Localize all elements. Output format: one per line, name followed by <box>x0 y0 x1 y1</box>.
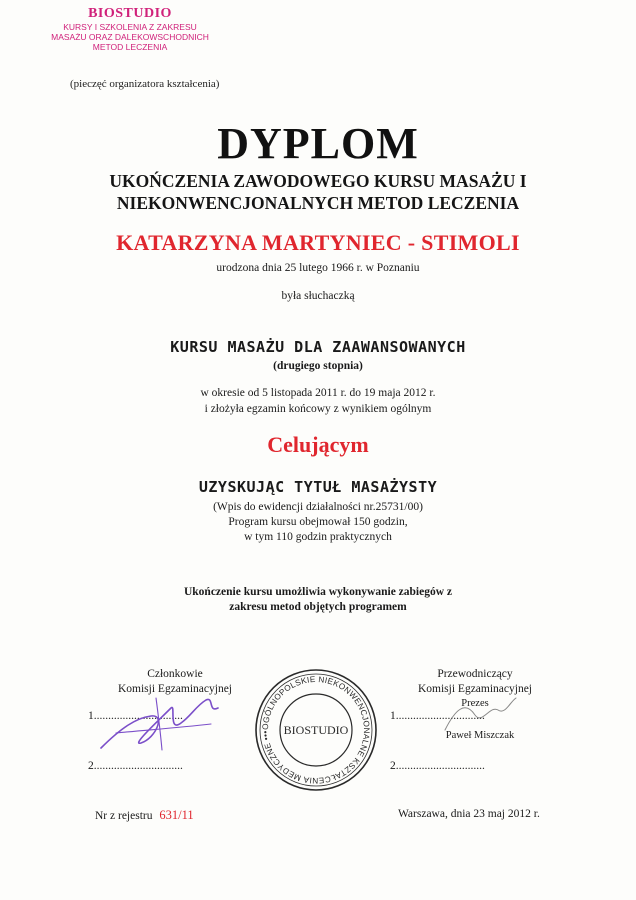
organizer-line: KURSY I SZKOLENIA Z ZAKRESU <box>63 22 197 32</box>
obtained-title: UZYSKUJĄC TYTUŁ MASAŻYSTY <box>198 478 438 496</box>
note-line: zakresu metod objętych programem <box>229 601 407 613</box>
note-line: Ukończenie kursu umożliwia wykonywanie zabiegów z <box>183 586 453 598</box>
diploma-subtitle <box>0 170 636 214</box>
chair-title-line: Komisji Egzaminacyjnej <box>417 683 532 695</box>
round-seal <box>254 668 378 792</box>
subtitle-line: UKOŃCZENIA ZAWODOWEGO KURSU MASAŻU I <box>109 171 527 191</box>
detail-line: Program kursu obejmował 150 godzin, <box>228 516 408 528</box>
detail-line: (Wpis do ewidencji działalności nr.25731/00) <box>213 501 423 513</box>
seal-ring-text: OGÓLNOPOLSKIE NIEKONWENCJONALNE KSZTAŁCENIA MEDYCZNE ••• <box>260 674 372 786</box>
organizer-line: MASAŻU ORAZ DALEKOWSCHODNICH <box>51 32 209 42</box>
detail-line: w tym 110 godzin praktycznych <box>244 531 392 543</box>
place-and-date: Warszawa, dnia 23 maj 2012 r. <box>398 808 540 820</box>
course-degree: (drugiego stopnia) <box>273 360 363 372</box>
organizer-stamp <box>40 6 220 52</box>
course-period <box>0 385 636 417</box>
organizer-caption: (pieczęć organizatora kształcenia) <box>70 78 220 90</box>
committee-title-line: Członkowie <box>147 668 203 680</box>
handwritten-signature-left <box>96 688 226 758</box>
registry-number <box>95 808 194 823</box>
signature-line-4: 2............................... <box>390 760 485 772</box>
completion-note <box>0 585 636 615</box>
chair-name: Paweł Miszczak <box>445 730 515 741</box>
chair-title-line: Przewodniczący <box>437 668 513 680</box>
diploma-title: DYPLOM <box>217 119 419 168</box>
signature-line-3: 1............................... <box>390 710 485 722</box>
birth-info: urodzona dnia 25 lutego 1966 r. w Poznaniu <box>216 262 420 274</box>
handwritten-signature-right <box>440 690 520 740</box>
period-line: w okresie od 5 listopada 2011 r. do 19 maja 2012 r. <box>200 387 436 399</box>
subtitle-line: NIEKONWENCJONALNYCH METOD LECZENIA <box>116 193 520 213</box>
person-name: KATARZYNA MARTYNIEC - STIMOLI <box>116 230 520 255</box>
committee-title-line: Komisji Egzaminacyjnej <box>117 683 232 695</box>
course-details <box>0 500 636 545</box>
course-name: KURSU MASAŻU DLA ZAAWANSOWANYCH <box>170 338 466 356</box>
signature-line-2: 2............................... <box>88 760 183 772</box>
student-status: była słuchaczką <box>281 290 355 302</box>
president-label: Prezes <box>461 698 489 709</box>
organizer-name: BIOSTUDIO <box>88 6 172 21</box>
exam-grade: Celującym <box>267 432 369 457</box>
registry-value: 631/11 <box>159 808 194 822</box>
period-line: i złożyła egzamin końcowy z wynikiem ogólnym <box>204 403 432 415</box>
registry-label: Nr z rejestru <box>95 810 153 822</box>
organizer-line: METOD LECZENIA <box>92 42 168 52</box>
signature-line-1: 1............................... <box>88 710 183 722</box>
seal-center-text: BIOSTUDIO <box>283 723 349 737</box>
